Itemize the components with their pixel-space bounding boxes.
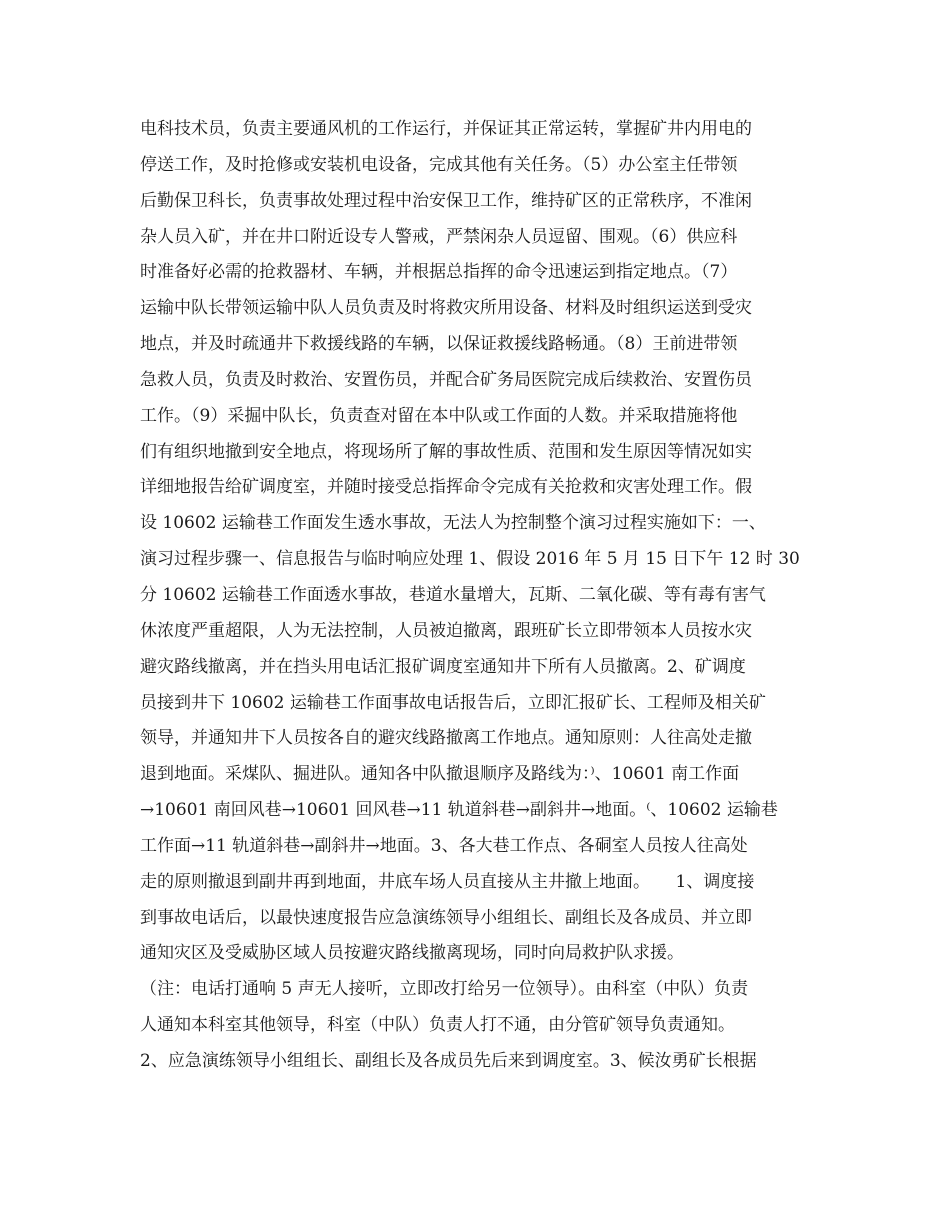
text-line: 详细地报告给矿调度室，并随时接受总指挥命令完成有关抢救和灾害处理工作。假 <box>140 477 752 498</box>
text-line: 运输中队长带领运输中队人员负责及时将救灾所用设备、材料及时组织运送到受灾 <box>140 298 752 319</box>
text-line: 休浓度严重超限，人为无法控制，人员被迫撤离，跟班矿长立即带领本人员按水灾 <box>140 620 752 641</box>
text-line: 通知灾区及受威胁区域人员按避灾路线撤离现场，同时向局救护队求援。 <box>140 943 684 964</box>
text-line: 设 10602 运输巷工作面发生透水事故，无法人为控制整个演习过程实施如下：一、 <box>140 513 766 534</box>
text-line: 2、应急演练领导小组组长、副组长及各成员先后来到调度室。3、候汝勇矿长根据 <box>140 1050 757 1071</box>
body-text <box>140 112 830 1080</box>
text-line: 杂人员入矿，并在井口附近设专人警戒，严禁闲杂人员逗留、围观。（6）供应科 <box>140 226 738 247</box>
text-line: 到事故电话后，以最快速度报告应急演练领导小组组长、副组长及各成员、并立即 <box>140 907 752 928</box>
text-line: 演习过程步骤一、信息报告与临时响应处理 1、假设 2016 年 5 月 15 日下午 12 时 30 <box>140 549 800 570</box>
text-line: 领导，并通知井下人员按各自的避灾线路撤离工作地点。通知原则：人往高处走撤 <box>140 728 752 749</box>
text-line: 工作面→11 轨道斜巷→副斜井→地面。3、各大巷工作点、各硐室人员按人往高处 <box>140 835 748 856</box>
text-line: 停送工作，及时抢修或安装机电设备，完成其他有关任务。（5）办公室主任带领 <box>140 154 738 175</box>
text-line: 时准备好必需的抢救器材、车辆，并根据总指挥的命令迅速运到指定地点。（7） <box>140 262 738 283</box>
text-line: 工作。（9）采掘中队长，负责查对留在本中队或工作面的人数。并采取措施将他 <box>140 405 738 426</box>
text-line: 员接到井下 10602 运输巷工作面事故电话报告后，立即汇报矿长、工程师及相关矿 <box>140 692 766 713</box>
text-line: 分 10602 运输巷工作面透水事故，巷道水量增大，瓦斯、二氧化碳、等有毒有害气 <box>140 584 766 605</box>
text-line: 避灾路线撤离，并在挡头用电话汇报矿调度室通知井下所有人员撤离。2、矿调度 <box>140 656 746 677</box>
text-line: →10601 南回风巷→10601 回风巷→11 轨道斜巷→副斜井→地面。⁽、10602 运输巷 <box>140 800 778 821</box>
text-line: 电科技术员，负责主要通风机的工作运行，并保证其正常运转，掌握矿井内用电的 <box>140 119 752 139</box>
text-line: 退到地面。采煤队、掘进队。通知各中队撤退顺序及路线为：⁾、10601 南工作面 <box>140 764 740 785</box>
text-line: 走的原则撤退到副井再到地面，井底车场人员直接从主井撤上地面。 1、调度接 <box>140 871 755 892</box>
text-line: 人通知本科室其他领导，科室（中队）负责人打不通，由分管矿领导负责通知。 <box>140 1015 735 1036</box>
text-line: 地点，并及时疏通井下救援线路的车辆，以保证救援线路畅通。（8）王前进带领 <box>140 334 738 355</box>
text-line: 急救人员，负责及时救治、安置伤员，并配合矿务局医院完成后续救治、安置伤员 <box>140 369 752 390</box>
text-line: 后勤保卫科长，负责事故处理过程中治安保卫工作，维持矿区的正常秩序，不准闲 <box>140 190 752 211</box>
text-line: 们有组织地撤到安全地点，将现场所了解的事故性质、范围和发生原因等情况如实 <box>140 441 752 462</box>
text-line: （注：电话打通响 5 声无人接听，立即改打给另一位领导）。由科室（中队）负责 <box>140 979 749 1000</box>
